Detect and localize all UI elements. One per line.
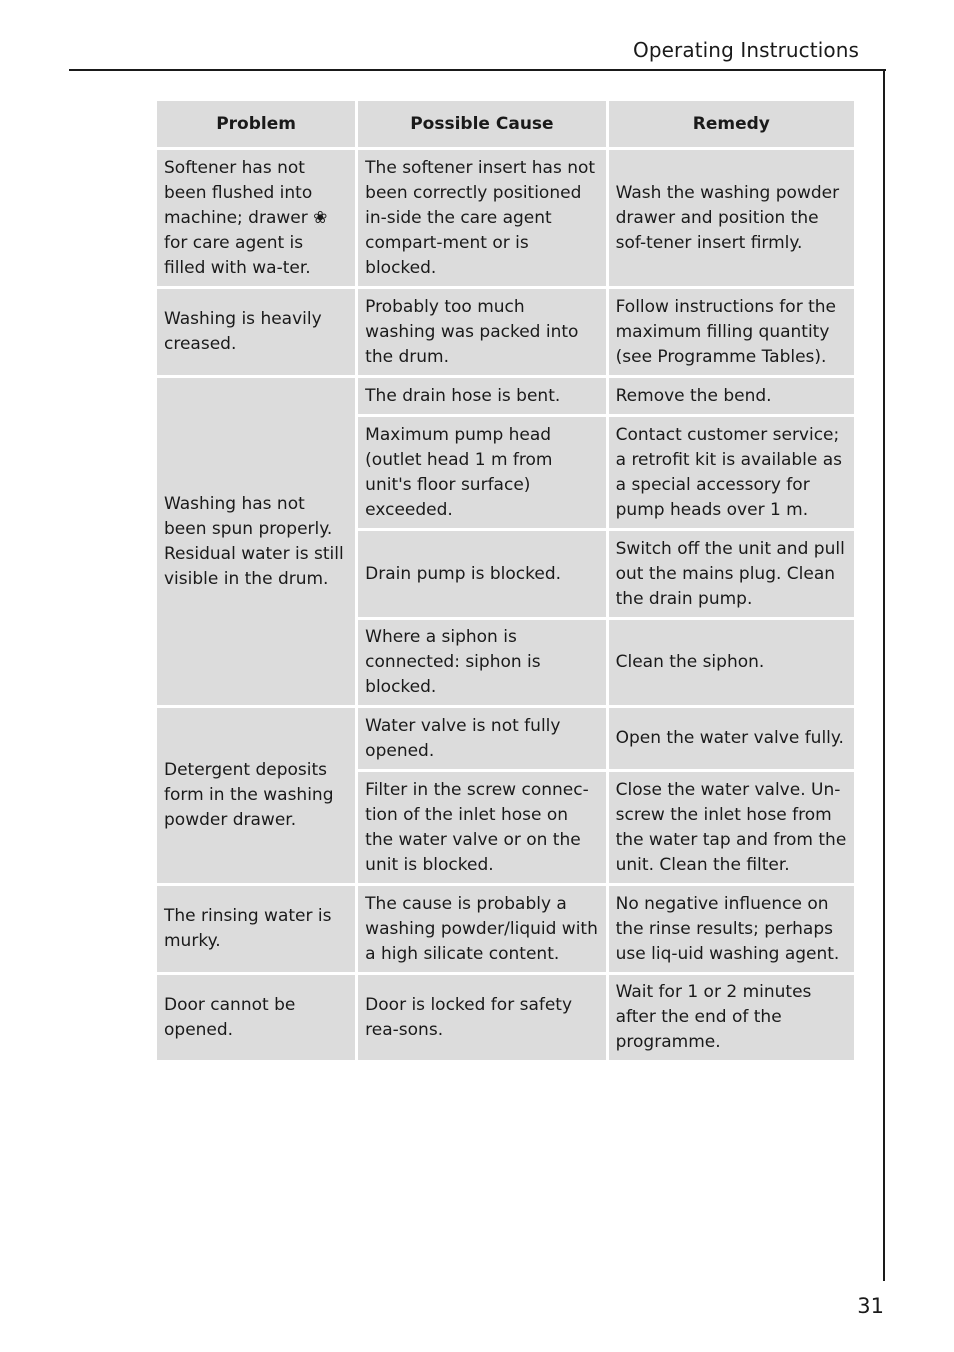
problem-cell: Door cannot be opened. [157, 975, 355, 1060]
table-header-row [157, 101, 854, 147]
remedy-cell: Follow instructions for the maximum filling quantity (see Programme Tables). [609, 289, 854, 375]
table-row [157, 150, 854, 286]
cause-cell: Probably too much washing was packed into the drum. [358, 289, 605, 375]
problem-cell: Detergent deposits form in the washing powder drawer. [157, 708, 355, 883]
cause-cell: Water valve is not fully opened. [358, 708, 605, 769]
cause-cell: Filter in the screw connec-tion of the inlet hose on the water valve or on the unit is blocked. [358, 772, 605, 883]
margin-rule [883, 69, 885, 1281]
table-row [157, 975, 854, 1060]
remedy-cell: Close the water valve. Un-screw the inlet hose from the water tap and from the unit. Clean the filter. [609, 772, 854, 883]
remedy-cell: Wash the washing powder drawer and position the sof-tener insert firmly. [609, 150, 854, 286]
cause-cell: The softener insert has not been correctly positioned in-side the care agent compart-ment or is blocked. [358, 150, 605, 286]
cause-cell: Where a siphon is connected: siphon is blocked. [358, 620, 605, 705]
remedy-cell: Contact customer service; a retrofit kit is available as a special accessory for pump heads over 1 m. [609, 417, 854, 528]
table-row [157, 378, 854, 414]
remedy-cell: Switch off the unit and pull out the mains plug. Clean the drain pump. [609, 531, 854, 617]
column-header-remedy: Remedy [609, 101, 854, 147]
table-row [157, 289, 854, 375]
page-header-title: Operating Instructions [632, 38, 859, 62]
page-number: 31 [857, 1294, 884, 1318]
problem-cell: Softener has not been flushed into machine; drawer ❀ for care agent is filled with wa-ter. [157, 150, 355, 286]
remedy-cell: Wait for 1 or 2 minutes after the end of the programme. [609, 975, 854, 1060]
problem-cell: Washing has not been spun properly. Residual water is still visible in the drum. [157, 378, 355, 705]
remedy-cell: Clean the siphon. [609, 620, 854, 705]
cause-cell: Maximum pump head (outlet head 1 m from unit's floor surface) exceeded. [358, 417, 605, 528]
remedy-cell: Open the water valve fully. [609, 708, 854, 769]
problem-cell: Washing is heavily creased. [157, 289, 355, 375]
remedy-cell: Remove the bend. [609, 378, 854, 414]
cause-cell: The drain hose is bent. [358, 378, 605, 414]
header-rule [69, 69, 886, 71]
cause-cell: Door is locked for safety rea-sons. [358, 975, 605, 1060]
problem-cell: The rinsing water is murky. [157, 886, 355, 972]
column-header-cause: Possible Cause [358, 101, 605, 147]
cause-cell: The cause is probably a washing powder/liquid with a high silicate content. [358, 886, 605, 972]
column-header-problem: Problem [157, 101, 355, 147]
cause-cell: Drain pump is blocked. [358, 531, 605, 617]
table-row [157, 886, 854, 972]
remedy-cell: No negative influence on the rinse results; perhaps use liq-uid washing agent. [609, 886, 854, 972]
troubleshooting-table [154, 98, 857, 1063]
table-row [157, 708, 854, 769]
